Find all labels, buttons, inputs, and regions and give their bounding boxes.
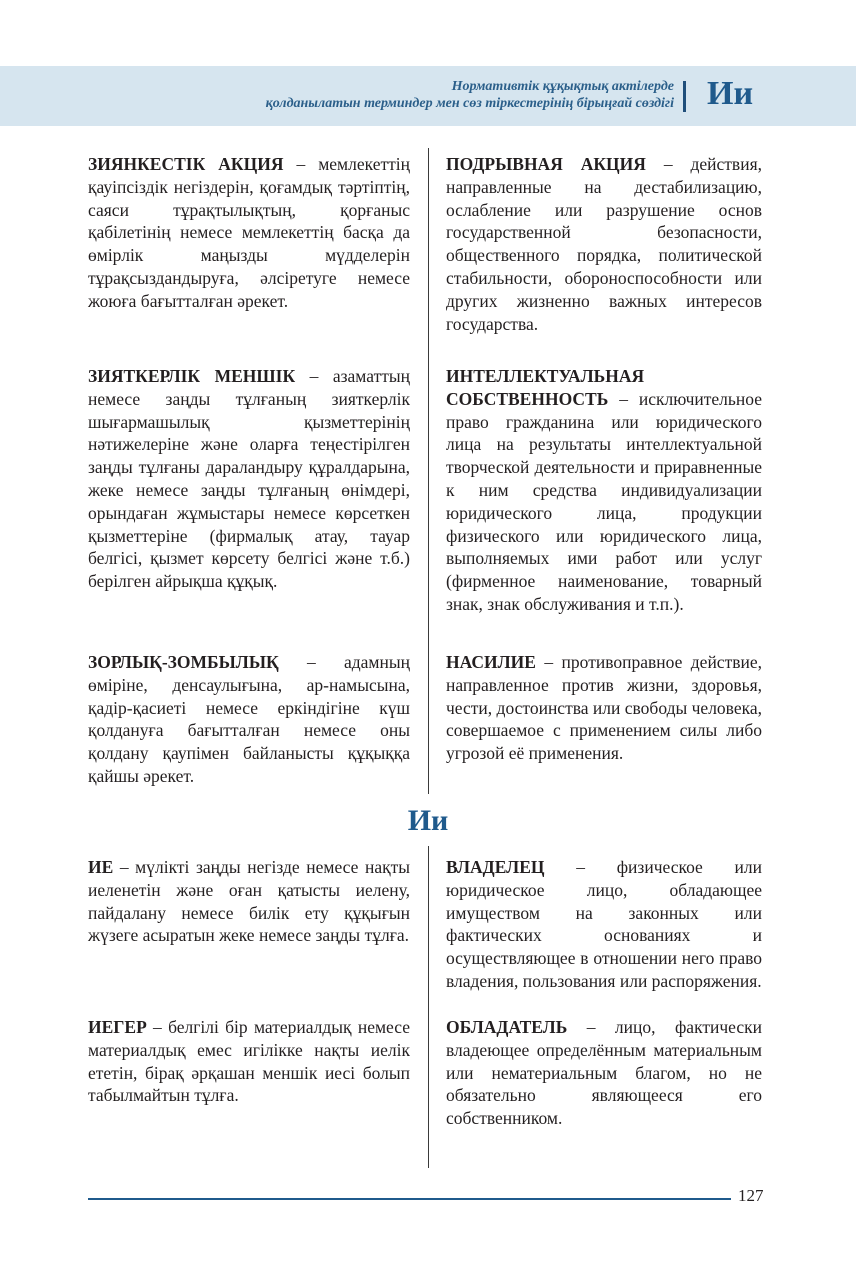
entry-kk-ie (88, 856, 410, 947)
entry-term: ЗОРЛЫҚ-ЗОМБЫЛЫҚ (88, 652, 279, 672)
entry-term: ПОДРЫВНАЯ АКЦИЯ (446, 154, 646, 174)
entry-ru-nasilie (446, 651, 762, 765)
entry-ru-intellektualnaya-sobstvennost (446, 365, 762, 616)
header-title-line-2: қолданылатын терминдер мен сөз тіркестерінің бірыңғай сөздігі (265, 96, 674, 111)
header-title-line-1: Нормативтік құқықтық актілерде (451, 79, 674, 94)
entry-definition: – мемлекеттің қауіпсіздік негіздерін, қоғамдық тәртіптің, саяси тұрақтылықтың, қорғаныс қабілетінің немесе мемлекеттің басқа да өмірлік маңызды мүдделерін тұрақсыздандыруға, әлсіретуге немесе жоюға бағытталған әрекет. (88, 154, 410, 311)
column-divider-bottom (428, 846, 429, 1168)
entry-definition: – противоправное действие, направленное против жизни, здоровья, чести, достоинства или свободы человека, совершаемое с применением силы либо угрозой её применения. (446, 652, 762, 764)
entry-ru-podryvnaya-aktsiya (446, 153, 762, 335)
entry-term: ИНТЕЛЛЕКТУАЛЬНАЯ СОБСТВЕННОСТЬ (446, 366, 645, 409)
entry-term: ВЛАДЕЛЕЦ (446, 857, 545, 877)
entry-term: ЗИЯНКЕСТІК АКЦИЯ (88, 154, 284, 174)
entry-term: ИЕГЕР (88, 1017, 147, 1037)
header-separator (683, 81, 686, 112)
entry-ru-obladatel (446, 1016, 762, 1130)
footer-rule (88, 1198, 731, 1200)
entry-term: НАСИЛИЕ (446, 652, 536, 672)
entry-definition: – адамның өміріне, денсаулығына, ар-намысына, қадір-қасиеті немесе еркіндігіне күш қолдануға бағытталған немесе оны қолдану қаупімен байланысты құқыққа қайшы әрекет. (88, 652, 410, 786)
page-number: 127 (738, 1186, 764, 1205)
entry-definition: – лицо, фактически владеющее определённым материальным или нематериальным благом, но не обязательно являющееся его собственником. (446, 1017, 762, 1129)
running-header (0, 66, 856, 126)
entry-term: ЗИЯТКЕРЛІК МЕНШІК (88, 366, 296, 386)
entry-ru-vladelets (446, 856, 762, 993)
entry-definition: – физическое или юридическое лицо, обладающее имуществом на законных или фактических основаниях и осуществляющее в отношении него право владения, пользования или распоряжения. (446, 857, 762, 991)
section-heading: Ии (407, 804, 449, 837)
entry-kk-ziyankestik-aktsiya (88, 153, 410, 313)
entry-kk-ieger (88, 1016, 410, 1107)
entry-definition: – азаматтың немесе заңды тұлғаның зияткерлік шығармашылық қызметтерінің нәтижелеріне және оларға теңестірілген заңды тұлғаны дараландыру құралдарына, жеке немесе заңды тұлғаның өнімдері, орындаған жұмыстары немесе көрсеткен қызметтеріне (фирмалық атау, тауар белгісі, қызмет көрсету белгісі және т.б.) берілген айрықша құқық. (88, 366, 410, 592)
entry-kk-ziyatkerlik-menshik (88, 365, 410, 593)
entry-term: ИЕ (88, 857, 114, 877)
column-divider-top (428, 148, 429, 794)
entry-term: ОБЛАДАТЕЛЬ (446, 1017, 568, 1037)
header-title (266, 78, 674, 112)
entry-definition: – исключительное право гражданина или юридического лица на результаты интеллектуальной творческой деятельности и приравненные к ним средства индивидуализации юридического лица, продукции физического или юридического лица, выполняемых ими работ или услуг (фирменное наименование, товарный знак, знак обслуживания и т.п.). (446, 388, 762, 614)
header-letter: Ии (707, 75, 754, 112)
entry-definition: – мүлікті заңды негізде немесе нақты иеленетін және оған қатысты иелену, пайдалану немесе билік ету құқығын жүзеге асыратын жеке немесе заңды тұлға. (88, 857, 410, 946)
entry-definition: – действия, направленные на дестабилизацию, ослабление или разрушение основ государственной безопасности, общественного порядка, политической стабильности, обороноспособности или других жизненно важных интересов государства. (446, 154, 762, 334)
entry-kk-zorlyk-zombylyk (88, 651, 410, 788)
entry-definition: – белгілі бір материалдық немесе материалдық емес игілікке нақты иелік ететін, бірақ әрқашан меншік иесі болып табылмайтын тұлға. (88, 1017, 410, 1106)
